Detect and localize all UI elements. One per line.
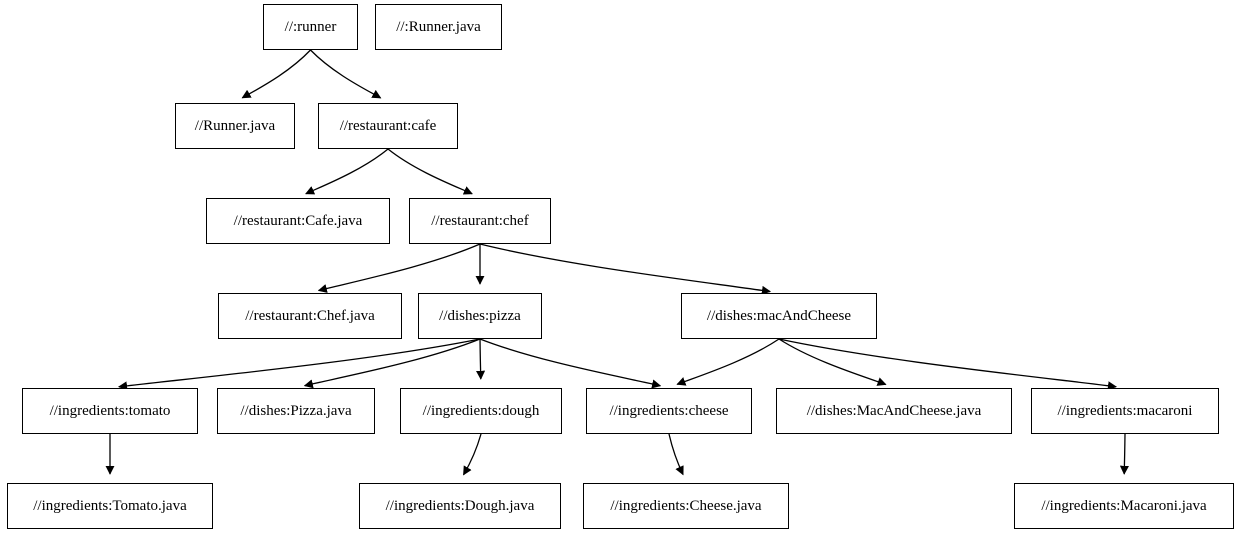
graph-node-chef[interactable]: [409, 198, 551, 244]
graph-node-label: //ingredients:Macaroni.java: [1041, 497, 1207, 514]
graph-node-label: //dishes:pizza: [439, 307, 521, 324]
graph-node-label: //ingredients:Cheese.java: [610, 497, 762, 514]
graph-node-macandcheese[interactable]: [681, 293, 877, 339]
graph-edge-macandcheese-to-cheese: [677, 339, 779, 384]
graph-node-cheese[interactable]: [586, 388, 752, 434]
graph-edge-dough-to-dough_java: [464, 434, 481, 475]
graph-node-runner_java_top[interactable]: [375, 4, 502, 50]
graph-node-macaroni[interactable]: [1031, 388, 1219, 434]
graph-node-dough[interactable]: [400, 388, 562, 434]
graph-edge-pizza-to-dough: [480, 339, 481, 379]
graph-node-cheese_java[interactable]: [583, 483, 789, 529]
graph-node-label: //ingredients:dough: [422, 402, 540, 419]
graph-node-tomato_java[interactable]: [7, 483, 213, 529]
graph-node-label: //:runner: [284, 18, 337, 35]
graph-node-label: //Runner.java: [194, 117, 276, 134]
graph-node-pizza[interactable]: [418, 293, 542, 339]
graph-node-label: //dishes:MacAndCheese.java: [806, 402, 982, 419]
graph-edge-pizza-to-cheese: [480, 339, 660, 386]
graph-node-runner_java[interactable]: [175, 103, 295, 149]
graph-node-chef_java[interactable]: [218, 293, 402, 339]
graph-edge-pizza-to-tomato: [119, 339, 480, 387]
graph-node-label: //ingredients:Tomato.java: [33, 497, 187, 514]
graph-node-label: //ingredients:cheese: [609, 402, 729, 419]
graph-edge-cheese-to-cheese_java: [669, 434, 683, 474]
graph-node-label: //restaurant:chef: [431, 212, 529, 229]
graph-node-cafe_java[interactable]: [206, 198, 390, 244]
graph-node-label: //restaurant:Chef.java: [245, 307, 375, 324]
graph-node-label: //dishes:Pizza.java: [240, 402, 352, 419]
graph-edge-runner-to-cafe: [311, 50, 381, 98]
graph-edge-cafe-to-cafe_java: [306, 149, 388, 194]
graph-node-runner[interactable]: [263, 4, 358, 50]
graph-node-dough_java[interactable]: [359, 483, 561, 529]
graph-node-label: //ingredients:Dough.java: [385, 497, 535, 514]
graph-node-label: //dishes:macAndCheese: [706, 307, 852, 324]
graph-edge-macandcheese-to-macandcheese_java: [779, 339, 886, 384]
graph-node-label: //restaurant:Cafe.java: [233, 212, 363, 229]
graph-node-pizza_java[interactable]: [217, 388, 375, 434]
graph-edge-chef-to-macandcheese: [480, 244, 770, 292]
graph-node-label: //ingredients:tomato: [49, 402, 171, 419]
graph-node-cafe[interactable]: [318, 103, 458, 149]
graph-edge-chef-to-chef_java: [319, 244, 480, 291]
graph-node-macandcheese_java[interactable]: [776, 388, 1012, 434]
graph-node-macaroni_java[interactable]: [1014, 483, 1234, 529]
graph-node-label: //:Runner.java: [396, 18, 481, 35]
graph-edge-pizza-to-pizza_java: [305, 339, 480, 386]
graph-node-label: //ingredients:macaroni: [1057, 402, 1193, 419]
graph-node-tomato[interactable]: [22, 388, 198, 434]
graph-edge-macandcheese-to-macaroni: [779, 339, 1116, 387]
graph-edge-cafe-to-chef: [388, 149, 472, 194]
graph-edge-runner-to-runner_java: [242, 50, 310, 98]
graph-node-label: //restaurant:cafe: [339, 117, 437, 134]
graph-edge-macaroni-to-macaroni_java: [1124, 434, 1125, 474]
